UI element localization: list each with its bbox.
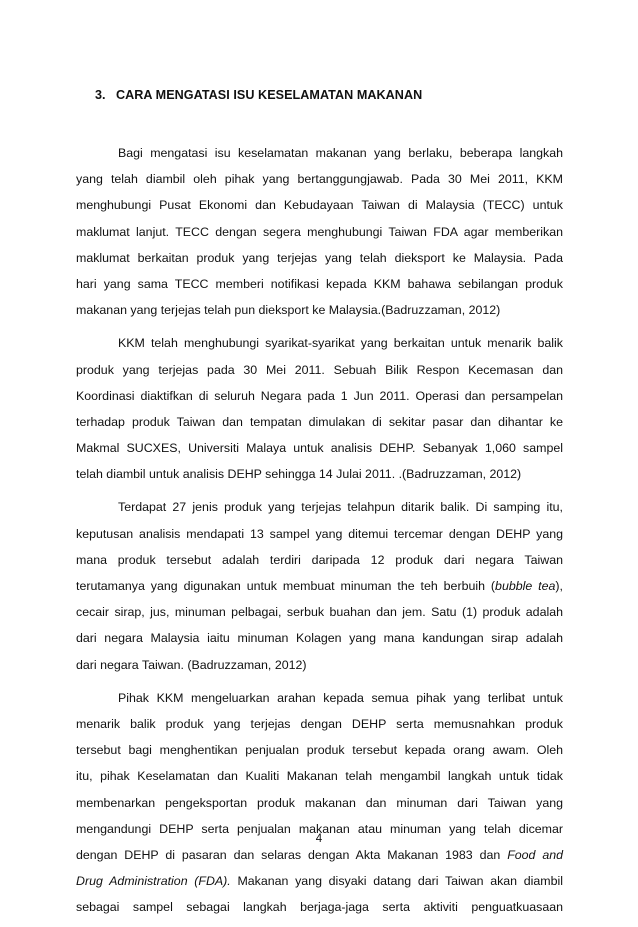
paragraph-line: telah diambil untuk analisis DEHP sehingga 14 Julai 2011. .(Badruzzaman, 2012) xyxy=(76,467,522,482)
paragraph-line: membenarkan pengeksportan produk makanan dan minuman dari Taiwan yang xyxy=(76,795,563,810)
paragraph-4 xyxy=(76,685,563,921)
paragraph-line: KKM telah menghubungi syarikat-syarikat yang berkaitan untuk menarik balik xyxy=(118,336,563,351)
paragraph-line: terutamanya yang digunakan untuk membuat minuman the teh berbuih (bubble tea), xyxy=(76,579,563,593)
paragraph-line: menghubungi Pusat Ekonomi dan Kebudayaan Taiwan di Malaysia (TECC) untuk xyxy=(76,198,563,213)
paragraph-line: Pihak KKM mengeluarkan arahan kepada semua pihak yang terlibat untuk xyxy=(118,690,563,705)
paragraph-line: Drug Administration (FDA). Makanan yang disyaki datang dari Taiwan akan diambil xyxy=(76,874,564,889)
paragraph-line: maklumat lanjut. TECC dengan segera menghubungi Taiwan FDA agar memberikan xyxy=(76,224,563,239)
paragraph-line: mana produk tersebut adalah terdiri daripada 12 produk dari negara Taiwan xyxy=(76,552,563,567)
paragraph-line: Bagi mengatasi isu keselamatan makanan yang berlaku, beberapa langkah xyxy=(118,146,563,160)
paragraph-line: hari yang sama TECC memberi notifikasi kepada KKM bahawa sebilangan produk xyxy=(76,276,563,291)
section-heading xyxy=(95,88,422,102)
paragraph-line: tersebut bagi menghentikan penjualan produk tersebut kepada orang awam. Oleh xyxy=(76,743,563,758)
paragraph-line: Terdapat 27 jenis produk yang terjejas telahpun ditarik balik. Di samping itu, xyxy=(118,500,563,515)
page-number: 4 xyxy=(315,833,323,845)
paragraph-line: dari negara Malaysia iaitu minuman Kolagen yang mana kandungan sirap adalah xyxy=(76,631,563,646)
paragraph-line: dari negara Taiwan. (Badruzzaman, 2012) xyxy=(76,657,307,672)
paragraph-line: mengandungi DEHP serta penjualan makanan atau minuman yang telah dicemar xyxy=(76,821,563,836)
paragraph-line: terhadap produk Taiwan dan tempatan dimulakan di sekitar pasar dan dihantar ke xyxy=(76,414,563,429)
paragraph-line: Koordinasi diaktifkan di seluruh Negara pada 1 Jun 2011. Operasi dan persampelan xyxy=(76,388,563,403)
paragraph-line: produk yang terjejas pada 30 Mei 2011. Sebuah Bilik Respon Kecemasan dan xyxy=(76,362,563,377)
paragraph-line: yang telah diambil oleh pihak yang bertanggungjawab. Pada 30 Mei 2011, KKM xyxy=(76,172,563,187)
paragraph-line: itu, pihak Keselamatan dan Kualiti Makanan telah mengambil langkah untuk tidak xyxy=(76,769,563,784)
paragraph-2 xyxy=(76,330,563,487)
section-title: CARA MENGATASI ISU KESELAMATAN MAKANAN xyxy=(116,88,423,102)
paragraph-line: menarik balik produk yang terjejas dengan DEHP serta memusnahkan produk xyxy=(76,716,563,731)
paragraph-line: maklumat berkaitan produk yang terjejas yang telah dieksport ke Malaysia. Pada xyxy=(76,250,563,265)
paragraph-line: Makmal SUCXES, Universiti Malaya untuk analisis DEHP. Sebanyak 1,060 sampel xyxy=(76,441,563,456)
section-number: 3. xyxy=(95,88,106,102)
paragraph-3 xyxy=(76,494,563,677)
paragraph-1 xyxy=(76,140,563,323)
body-text xyxy=(76,140,563,927)
paragraph-line: cecair sirap, jus, minuman pelbagai, serbuk buahan dan jem. Satu (1) produk adalah xyxy=(76,605,563,620)
paragraph-line: dengan DEHP di pasaran dan selaras dengan Akta Makanan 1983 dan Food and xyxy=(76,847,564,862)
paragraph-line: sebagai sampel sebagai langkah berjaga-jaga serta aktiviti penguatkuasaan xyxy=(76,900,563,915)
paragraph-line: keputusan analisis mendapati 13 sampel yang ditemui tercemar dengan DEHP yang xyxy=(76,526,563,541)
paragraph-line: makanan yang terjejas telah pun dieksport ke Malaysia.(Badruzzaman, 2012) xyxy=(76,303,501,318)
